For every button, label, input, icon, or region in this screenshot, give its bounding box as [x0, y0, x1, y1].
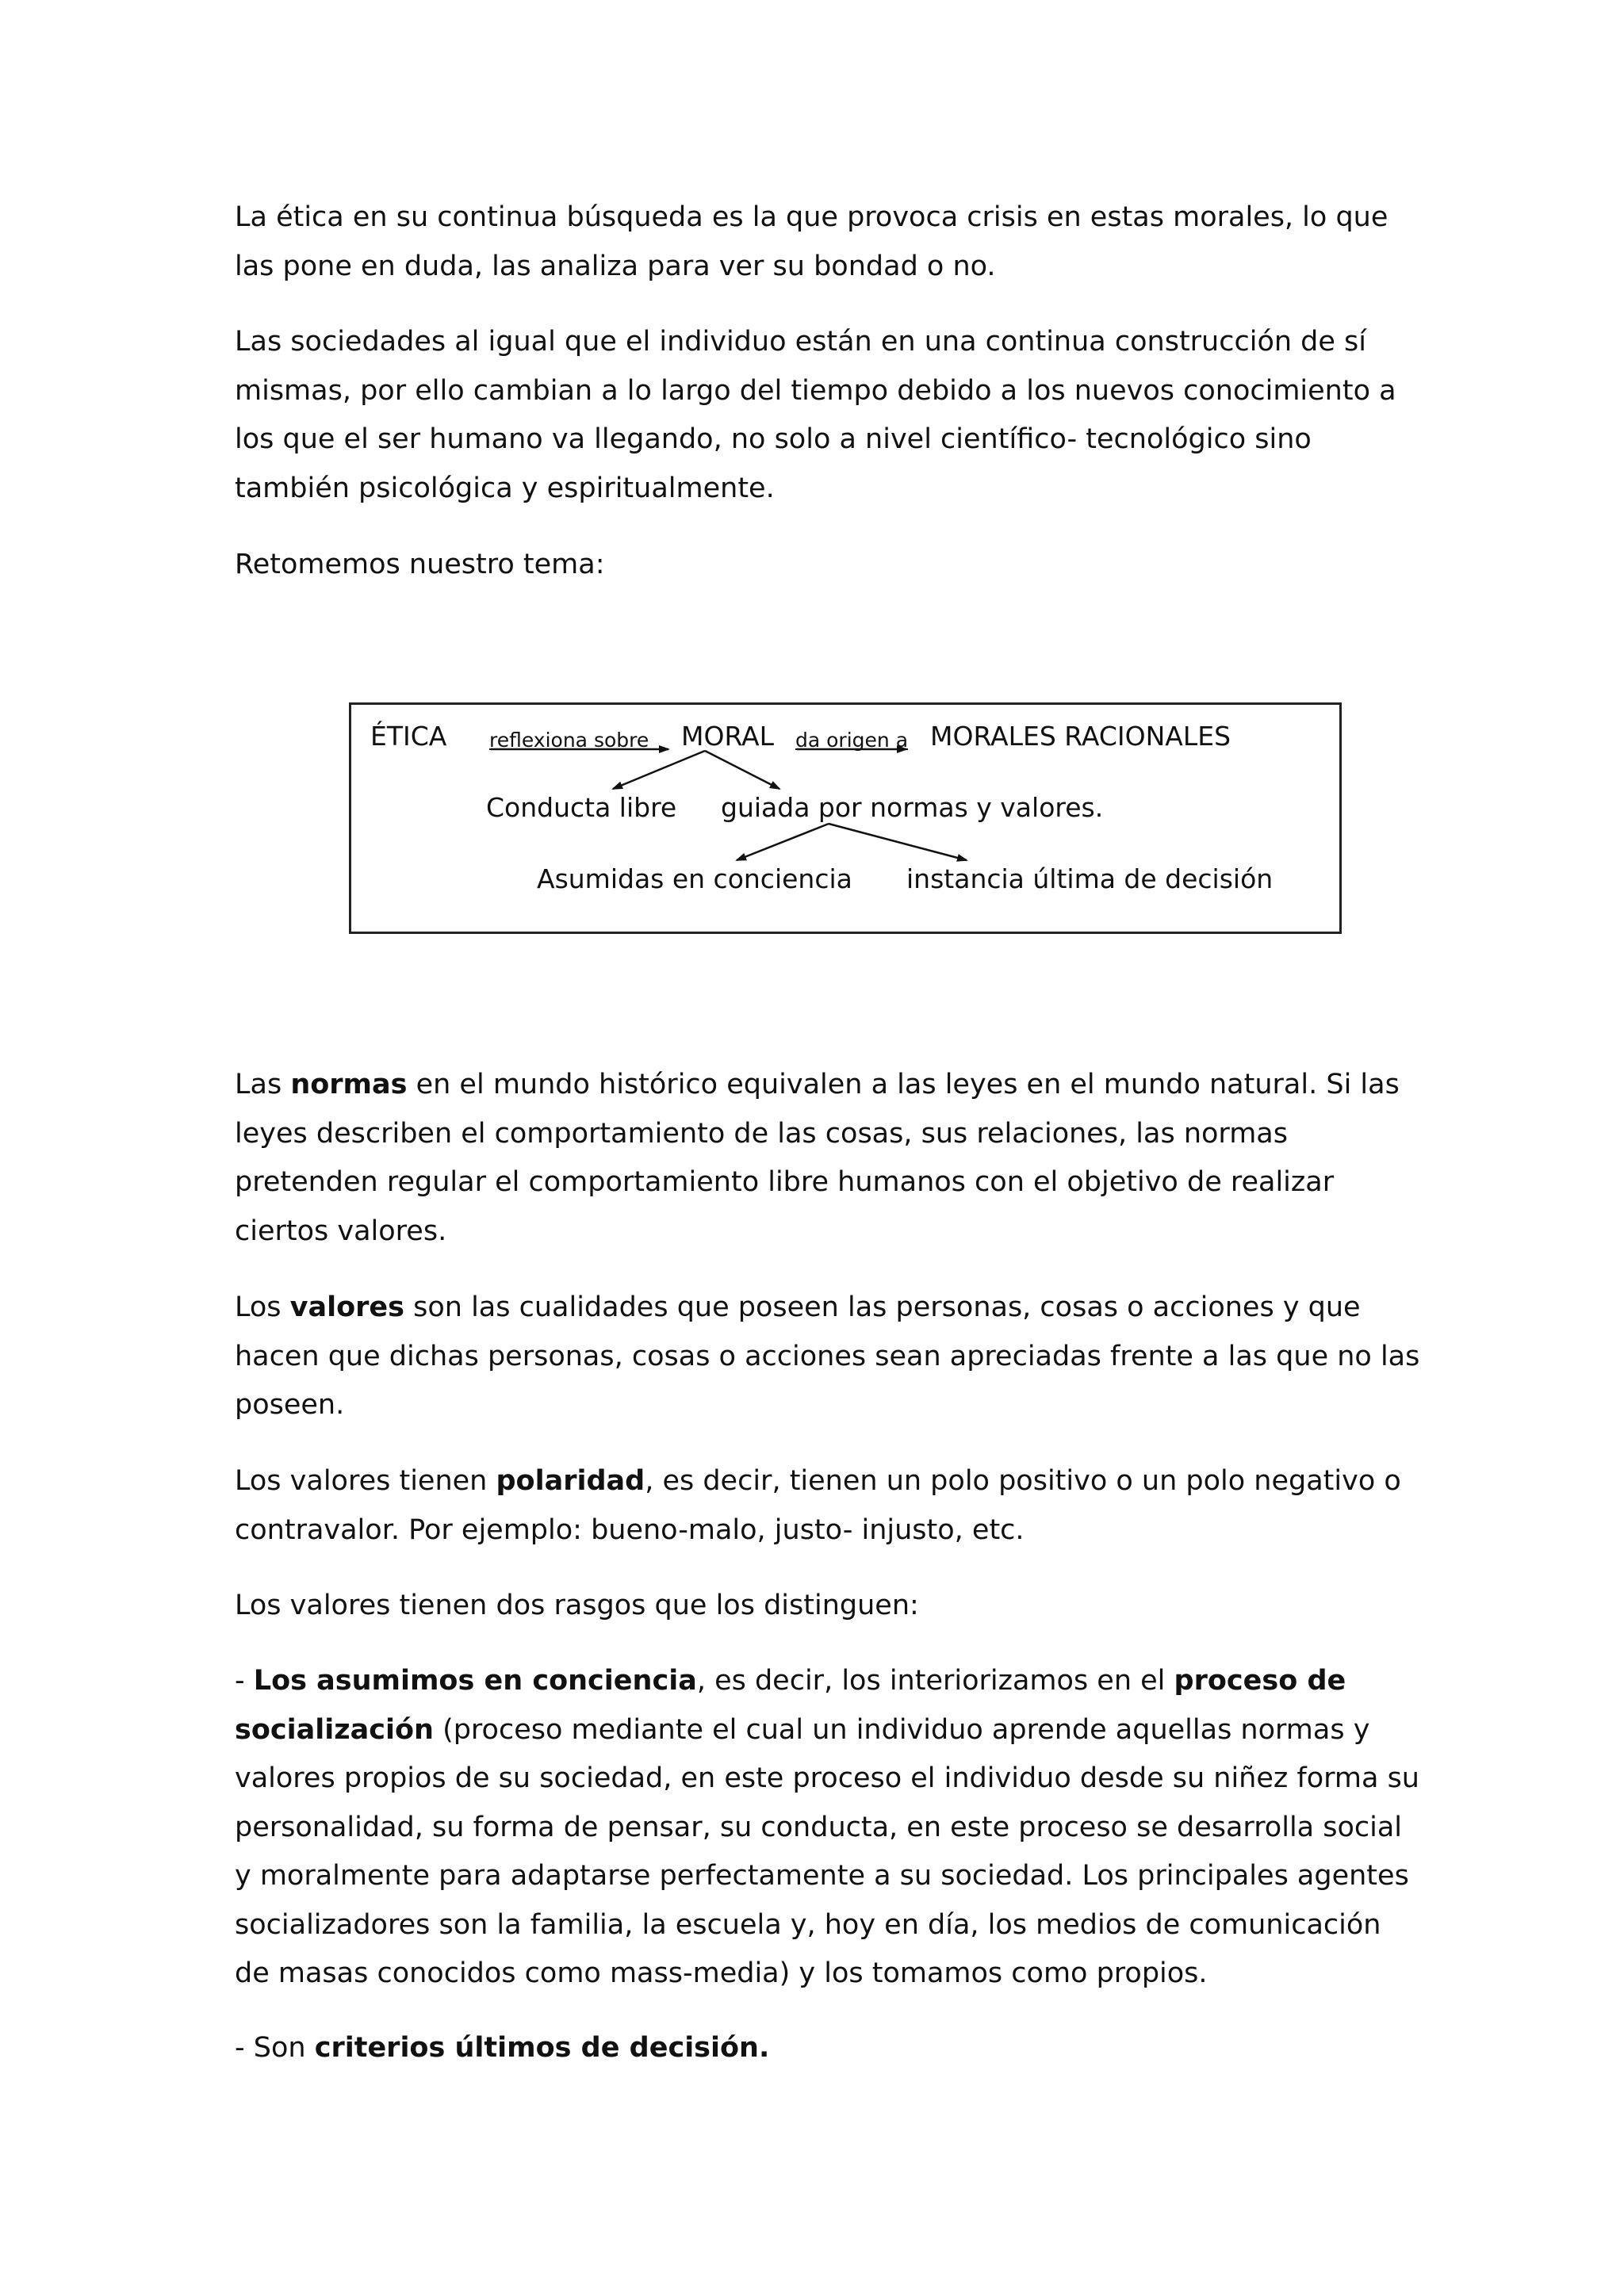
bold-term-polaridad: polaridad [496, 1465, 645, 1497]
bold-term-valores: valores [289, 1292, 404, 1323]
paragraph-rasgos: Los valores tienen dos rasgos que los distinguen: [235, 1590, 919, 1621]
text: - [235, 1665, 254, 1697]
text: Las [235, 1069, 291, 1100]
text: en el mundo histórico equivalen a las leyes en el mundo natural. Si las leyes describen el comportamiento de las cosas, sus relaciones, las normas pretenden regular el comportamiento libre humanos con el objetivo de realizar ciertos valores. [235, 1069, 1400, 1247]
paragraph-polaridad [235, 1457, 1424, 1555]
paragraph-normas [235, 1061, 1424, 1256]
diagram-etica: ÉTICA [370, 721, 447, 752]
arrow-guiada-to-asumidas [737, 824, 829, 860]
diagram-reflexiona-sobre: reflexiona sobre [489, 729, 649, 752]
text: (proceso mediante el cual un individuo aprende aquellas normas y valores propios de su sociedad, en este proceso el individuo desde su niñez forma su personalidad, su forma de pensar, su conducta, en este proceso se desarrolla social y moralmente para adaptarse perfectamente a su sociedad. Los principales agentes socializadores son la familia, la escuela y, hoy en día, los medios de comunicación de masas conocidos como mass-media) y los tomamos como propios. [235, 1713, 1419, 1989]
diagram-instancia-ultima: instancia última de decisión [906, 863, 1274, 894]
text: , es decir, tienen un polo positivo o un polo negativo o contravalor. Por ejemplo: bueno-malo, justo- injusto, etc. [235, 1465, 1401, 1546]
bold-term-criterios: criterios últimos de decisión. [314, 2032, 770, 2064]
paragraph-criterios [235, 2024, 1424, 2073]
paragraph-retomemos: Retomemos nuestro tema: [235, 549, 605, 580]
diagram-moral: MORAL [681, 721, 774, 752]
text: Los [235, 1292, 290, 1323]
text: - Son [235, 2032, 315, 2064]
paragraph-valores [235, 1284, 1424, 1430]
diagram-arrows [351, 705, 1339, 932]
bold-term-asumimos: Los asumimos en conciencia [253, 1665, 697, 1697]
text: , es decir, los interiorizamos en el [696, 1665, 1174, 1697]
diagram-morales-racionales: MORALES RACIONALES [930, 721, 1231, 752]
diagram-conducta-libre: Conducta libre [486, 792, 677, 823]
paragraph-sociedades: Las sociedades al igual que el individuo están en una continua construcción de sí mismas, por ello cambian a lo largo del tiempo debido a los nuevos conocimiento a los que el ser humano va llegando, no solo a nivel científico- tecnológico sino también psicológica y espiritualmente. [235, 326, 1396, 504]
text: Los valores tienen [235, 1465, 496, 1497]
arrow-guiada-to-instancia [829, 824, 967, 860]
diagram-asumidas-conciencia: Asumidas en conciencia [537, 863, 852, 894]
arrow-moral-to-guiada [705, 751, 779, 789]
bold-term-normas: normas [290, 1069, 408, 1100]
paragraph-etica-crisis: La ética en su continua búsqueda es la que provoca crisis en estas morales, lo que las pone en duda, las analiza para ver su bondad o no. [235, 201, 1388, 282]
bold-term-proceso-socializacion: proceso de socialización [235, 1665, 1346, 1746]
arrow-moral-to-conducta [613, 751, 705, 789]
concept-diagram [349, 702, 1342, 934]
paragraph-asumimos [235, 1657, 1424, 1999]
text: son las cualidades que poseen las personas, cosas o acciones y que hacen que dichas personas, cosas o acciones sean apreciadas frente a las que no las poseen. [235, 1292, 1420, 1421]
diagram-da-origen-a: da origen a [795, 729, 909, 752]
diagram-guiada-normas: guiada por normas y valores. [721, 792, 1104, 823]
